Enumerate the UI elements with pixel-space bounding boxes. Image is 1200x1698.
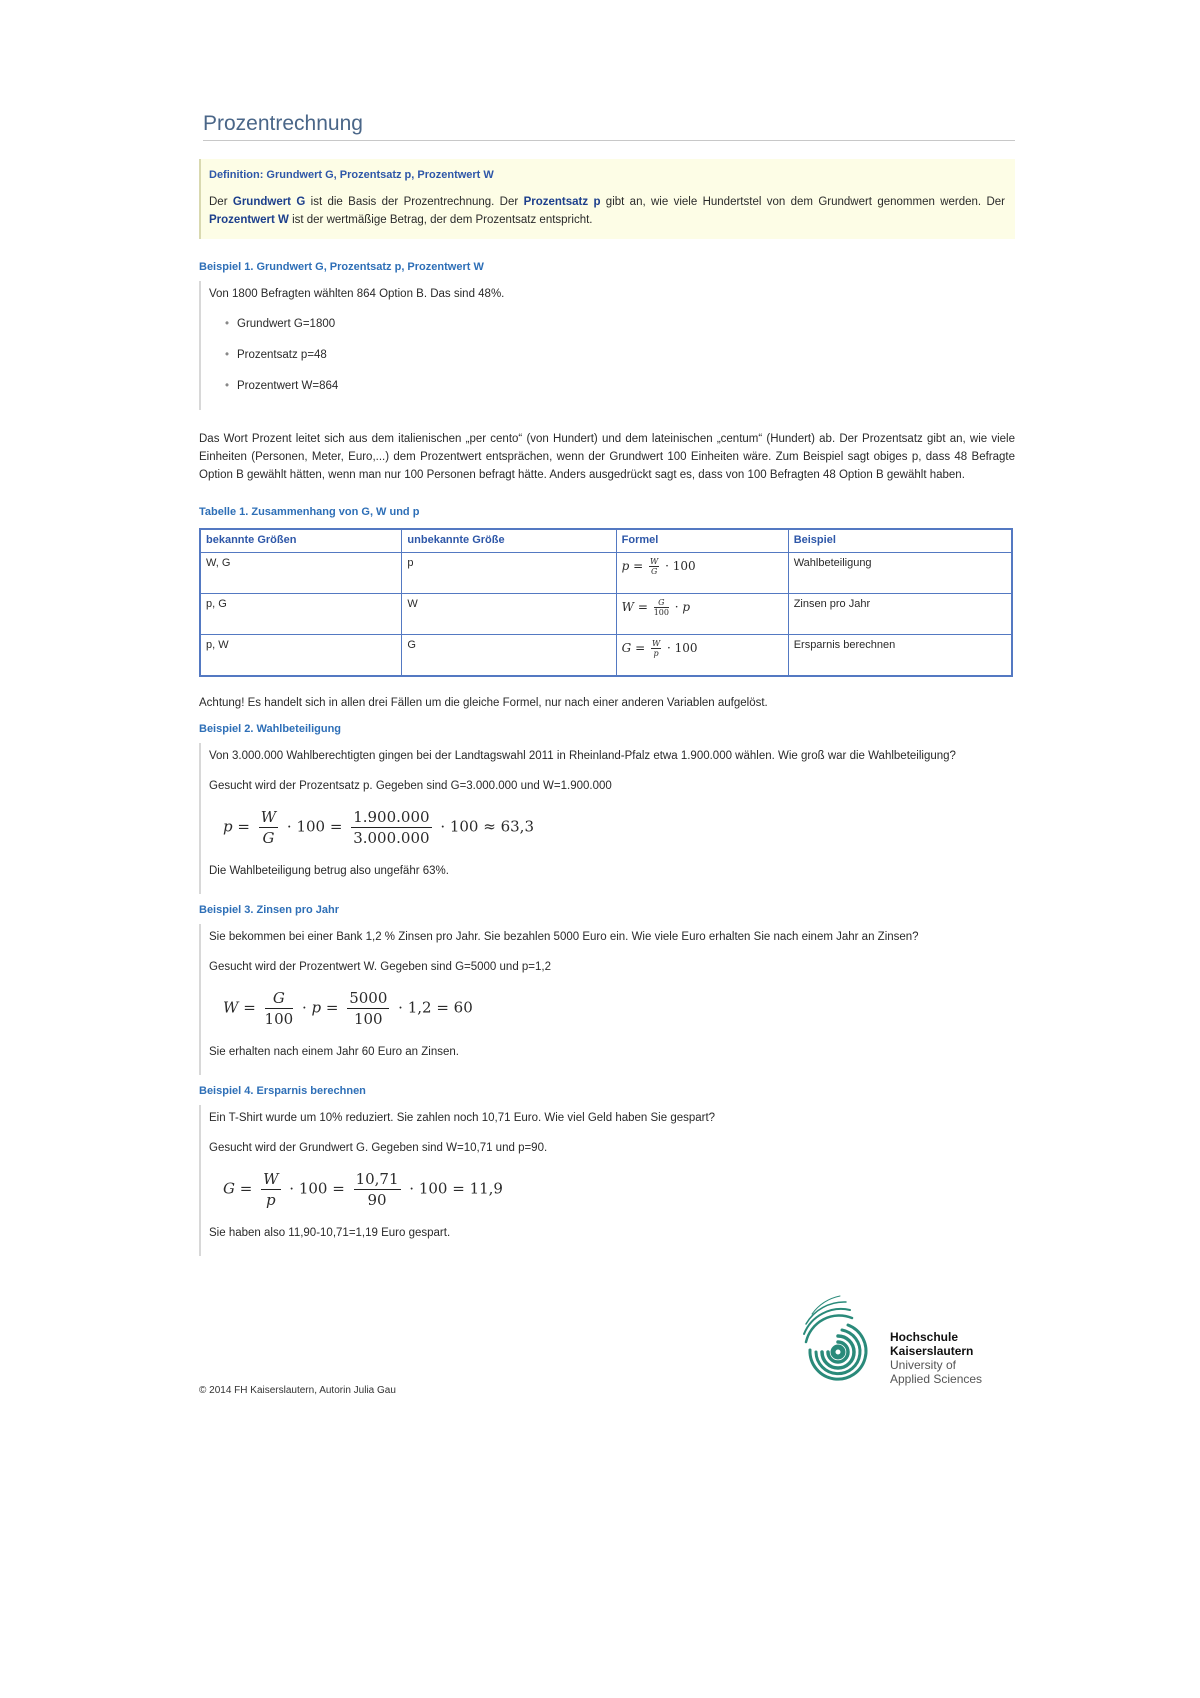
explanation-paragraph: Das Wort Prozent leitet sich aus dem italienischen „per cento“ (von Hundert) und dem lateinischen „centum“ (Hundert) ab. Der Prozentsatz gibt an, wie viele Einheiten (Personen, Meter, Euro,...) dem Prozentwert entsprächen, wenn der Grundwert 100 Einheiten wäre. Zum Beispiel sagt obiges p, dass 48 Befragte Option B gewählt hätten, wenn man nur 100 Personen befragt hätte. Anders ausgedrückt sagt es, dass von 100 Befragten 48 Option B gewählt haben. bbox=[199, 433, 1015, 481]
table-caption: Tabelle 1. Zusammenhang von G, W und p bbox=[199, 506, 420, 518]
example4-equation: G = $\frac{W}{p}$ · 100 = $\frac{10,71}{90}$ · 100 = 11,9 bbox=[223, 1170, 503, 1209]
definition-box bbox=[199, 159, 1015, 239]
formula-cell: p = $\frac{W}{G}$ · 100 bbox=[616, 553, 788, 594]
table-cell: p, W bbox=[200, 635, 402, 677]
example1-text: Von 1800 Befragten wählten 864 Option B. Das sind 48%. bbox=[209, 288, 505, 300]
example3-given: Gesucht wird der Prozentwert W. Gegeben sind G=5000 und p=1,2 bbox=[209, 961, 552, 973]
example3-box bbox=[199, 924, 1015, 1075]
example2-heading: Beispiel 2. Wahlbeteiligung bbox=[199, 723, 342, 735]
definition-text: Der Grundwert G ist die Basis der Prozentrechnung. Der Prozentsatz p gibt an, wie viele Hundertstel von dem Grundwert genommen werden. Der Prozentwert W ist der wertmäßige Betrag, der dem Prozentsatz entspricht. bbox=[209, 196, 1005, 226]
example4-text: Ein T-Shirt wurde um 10% reduziert. Sie zahlen noch 10,71 Euro. Wie viel Geld haben Sie gespart? bbox=[209, 1112, 716, 1124]
list-item: • Grundwert G=1800 bbox=[237, 315, 1015, 333]
table-cell: G bbox=[402, 635, 616, 677]
example2-equation: p = $\frac{W}{G}$ · 100 = $\frac{1.900.000}{3.000.000}$ · 100 ≈ 63,3 bbox=[223, 808, 534, 847]
table-cell: p, G bbox=[200, 594, 402, 635]
example2-conclusion: Die Wahlbeteiligung betrug also ungefähr 63%. bbox=[209, 865, 449, 877]
table-header: bekannte Größen bbox=[200, 529, 402, 553]
example4-given: Gesucht wird der Grundwert G. Gegeben sind W=10,71 und p=90. bbox=[209, 1142, 548, 1154]
logo-text: Hochschule Kaiserslautern University of Applied Sciences bbox=[890, 1330, 983, 1386]
example1-heading: Beispiel 1. Grundwert G, Prozentsatz p, Prozentwert W bbox=[199, 261, 484, 273]
table-cell: W bbox=[402, 594, 616, 635]
example2-given: Gesucht wird der Prozentsatz p. Gegeben sind G=3.000.000 und W=1.900.000 bbox=[209, 780, 612, 792]
example2-text: Von 3.000.000 Wahlberechtigten gingen bei der Landtagswahl 2011 in Rheinland-Pfalz etwa 1.900.000 wählen. Wie groß war die Wahlbeteiligung? bbox=[209, 750, 956, 762]
table-header-row bbox=[200, 529, 1012, 553]
example4-conclusion: Sie haben also 11,90-10,71=1,19 Euro gespart. bbox=[209, 1227, 451, 1239]
definition-title: Definition: Grundwert G, Prozentsatz p, Prozentwert W bbox=[209, 169, 494, 181]
list-item: • Prozentwert W=864 bbox=[237, 377, 1015, 395]
table-cell: W, G bbox=[200, 553, 402, 594]
page-title: Prozentrechnung bbox=[203, 112, 1015, 141]
table-row bbox=[200, 594, 1012, 635]
formula-cell: W = $\frac{G}{100}$ · p bbox=[616, 594, 788, 635]
example4-box bbox=[199, 1105, 1015, 1256]
formula-cell: G = $\frac{W}{p}$ · 100 bbox=[616, 635, 788, 677]
table-header: Beispiel bbox=[788, 529, 1012, 553]
table-cell: Zinsen pro Jahr bbox=[788, 594, 1012, 635]
document-page bbox=[199, 112, 1015, 1256]
table-cell: Wahlbeteiligung bbox=[788, 553, 1012, 594]
footer-copyright: © 2014 FH Kaiserslautern, Autorin Julia Gau bbox=[199, 1385, 396, 1396]
example3-equation: W = $\frac{G}{100}$ · p = $\frac{5000}{100}$ · 1,2 = 60 bbox=[223, 989, 473, 1028]
example4-heading: Beispiel 4. Ersparnis berechnen bbox=[199, 1085, 366, 1097]
table-header: Formel bbox=[616, 529, 788, 553]
list-item: • Prozentsatz p=48 bbox=[237, 346, 1015, 364]
concentric-arcs-logo-icon bbox=[790, 1290, 890, 1390]
table-header: unbekannte Größe bbox=[402, 529, 616, 553]
table-cell: p bbox=[402, 553, 616, 594]
table-cell: Ersparnis berechnen bbox=[788, 635, 1012, 677]
example3-heading: Beispiel 3. Zinsen pro Jahr bbox=[199, 904, 339, 916]
example1-bullets bbox=[209, 315, 1015, 395]
example1-box bbox=[199, 281, 1015, 410]
example3-text: Sie bekommen bei einer Bank 1,2 % Zinsen pro Jahr. Sie bezahlen 5000 Euro ein. Wie viele Euro erhalten Sie nach einem Jahr an Zinsen? bbox=[209, 931, 919, 943]
relation-table bbox=[199, 528, 1013, 677]
table-row bbox=[200, 635, 1012, 677]
example2-box bbox=[199, 743, 1015, 894]
note-text: Achtung! Es handelt sich in allen drei Fällen um die gleiche Formel, nur nach einer anderen Variablen aufgelöst. bbox=[199, 697, 768, 709]
table-row bbox=[200, 553, 1012, 594]
university-logo bbox=[790, 1290, 1010, 1390]
example3-conclusion: Sie erhalten nach einem Jahr 60 Euro an Zinsen. bbox=[209, 1046, 459, 1058]
